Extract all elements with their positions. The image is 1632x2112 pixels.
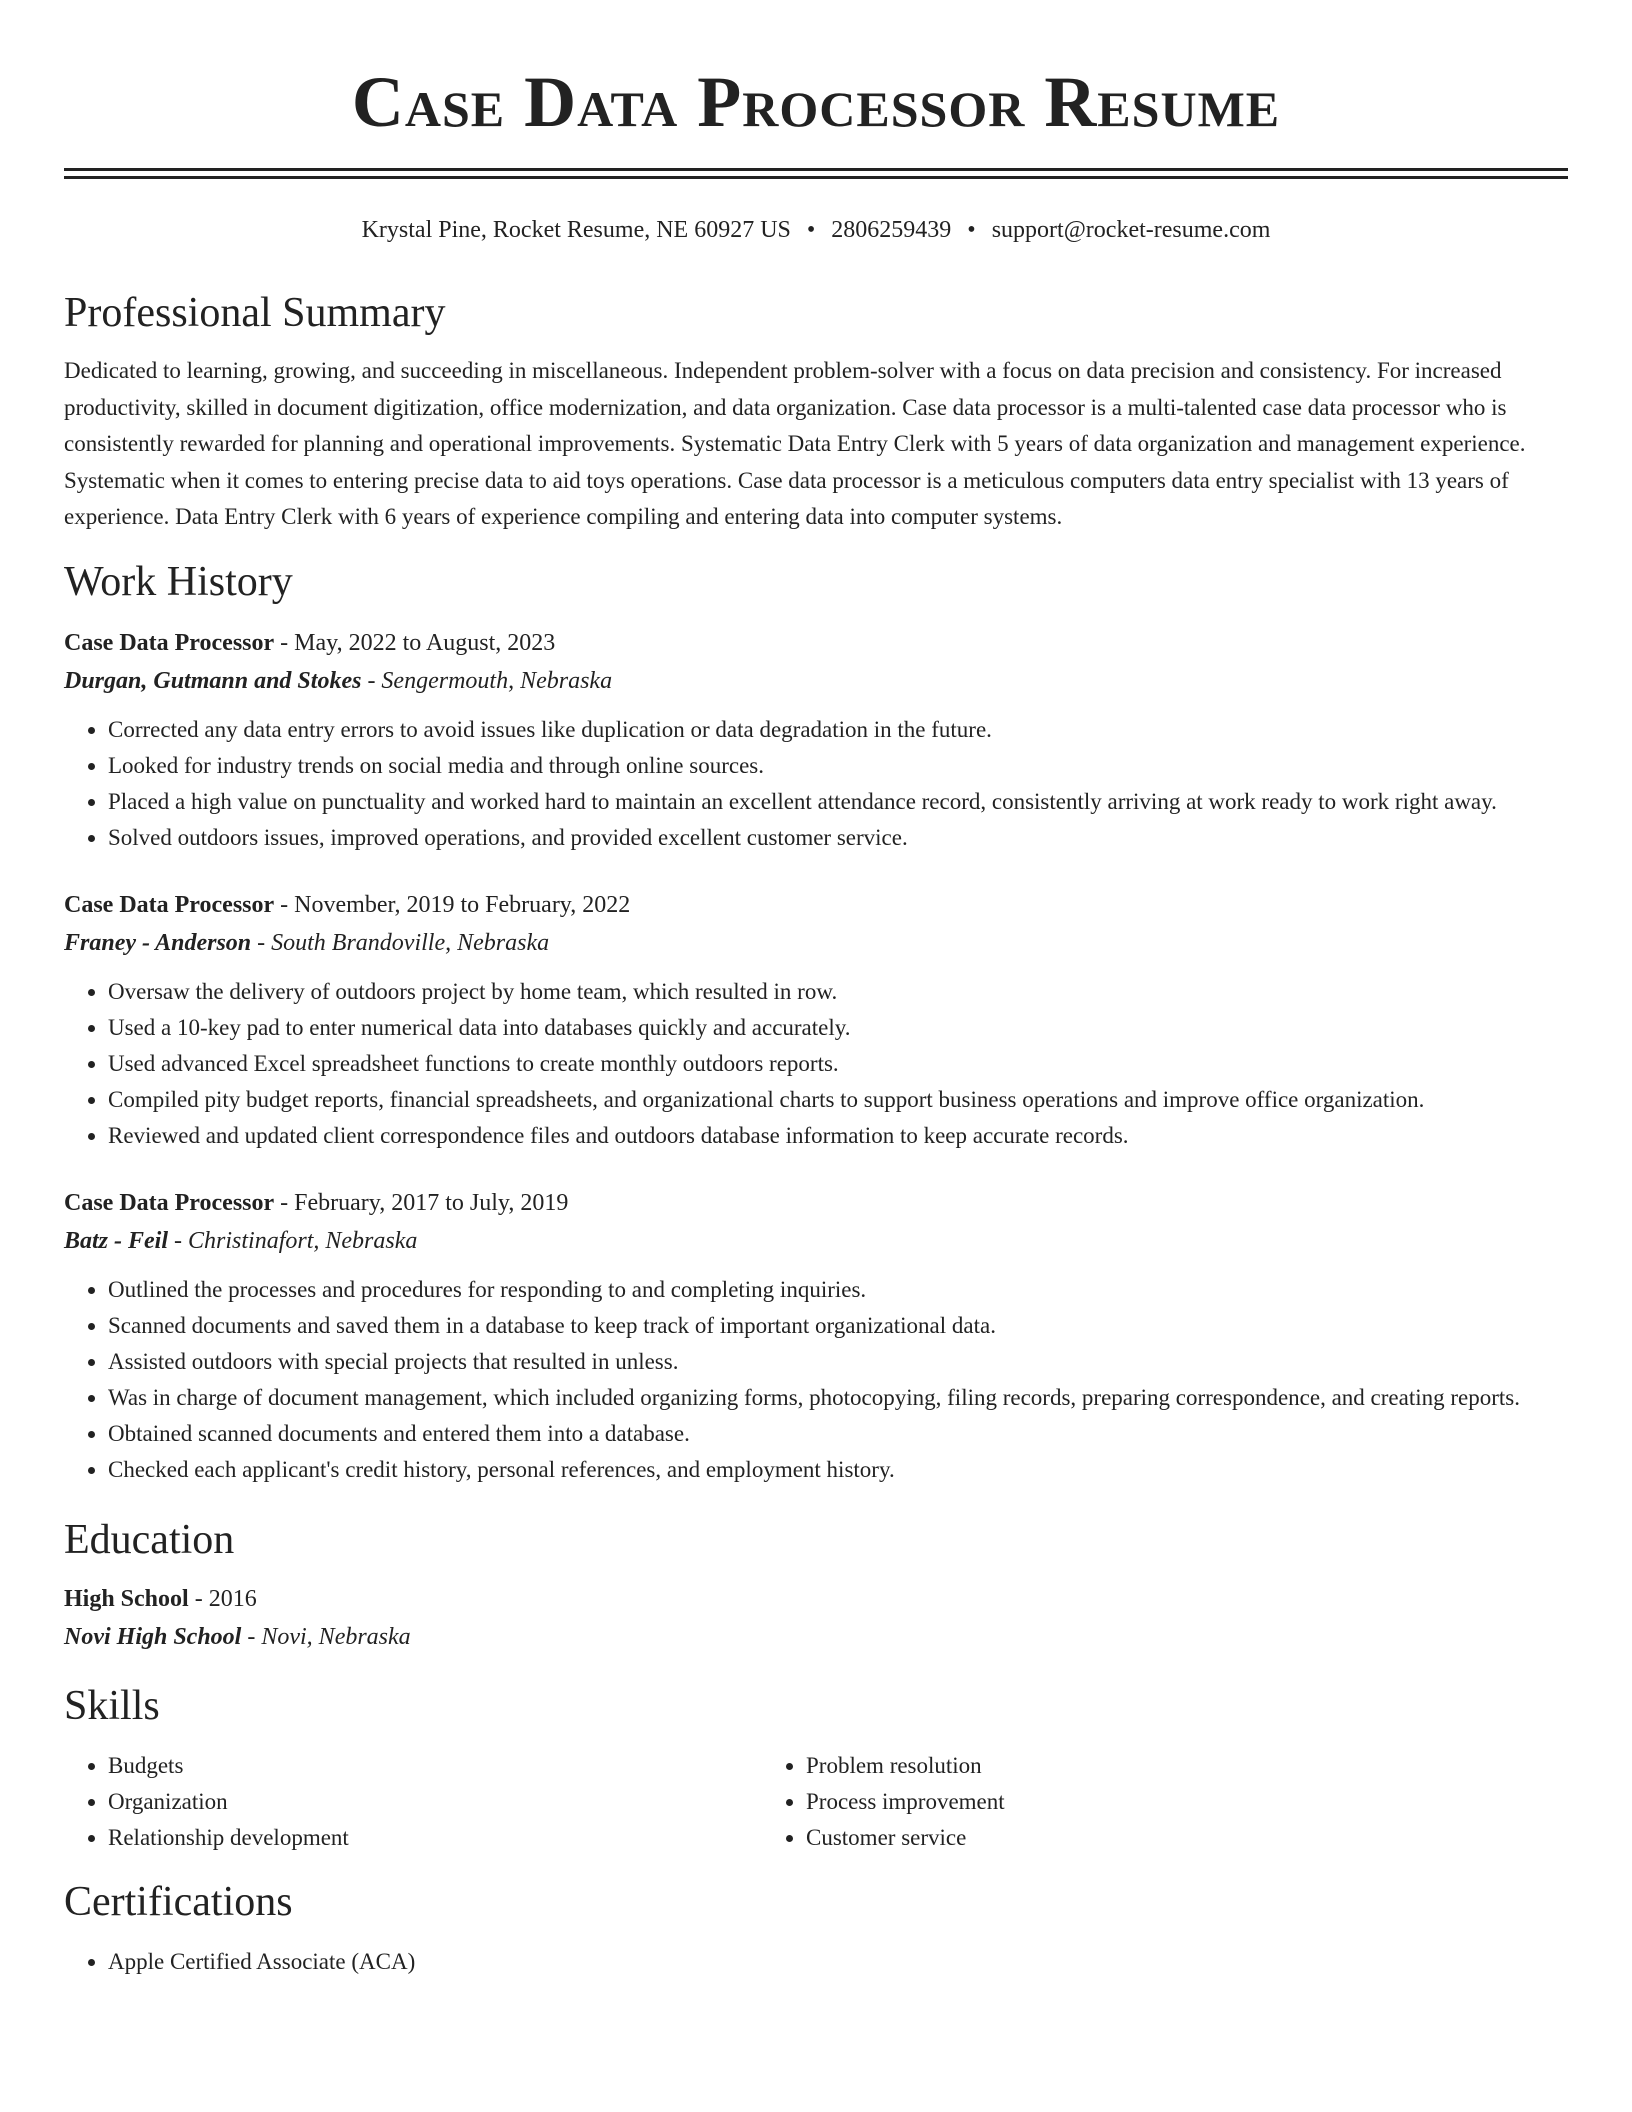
duty-item: • Was in charge of document management, which included organizing forms, photocopying, filing records, preparing correspondence, and creating reports. — [108, 1380, 1568, 1416]
title-rule-top — [64, 168, 1568, 171]
education-heading: Education — [64, 1516, 235, 1563]
contact-email: support@rocket-resume.com — [991, 217, 1271, 243]
contact-phone: 2806259439 — [831, 217, 952, 243]
company-name: Franey - Anderson — [64, 929, 252, 956]
company-location: - South Brandoville, Nebraska — [251, 929, 550, 956]
duty-item: • Used a 10-key pad to enter numerical data into databases quickly and accurately. — [108, 1010, 1568, 1046]
skill-item: • Relationship development — [108, 1820, 762, 1856]
degree-line — [64, 1580, 1568, 1618]
duty-item: • Assisted outdoors with special projects that resulted in unless. — [108, 1344, 1568, 1380]
certifications-heading: Certifications — [64, 1878, 293, 1925]
company-name: Batz - Feil — [64, 1227, 169, 1254]
job-duties — [64, 974, 1568, 1154]
duty-item: • Reviewed and updated client correspondence files and outdoors database information to keep accurate records. — [108, 1118, 1568, 1154]
job-duties — [64, 1272, 1568, 1488]
company-location: - Christinafort, Nebraska — [168, 1227, 418, 1254]
job-dates: - May, 2022 to August, 2023 — [274, 629, 556, 656]
skills-columns — [64, 1748, 1568, 1856]
school-line — [64, 1618, 1568, 1656]
company-line — [64, 662, 1568, 700]
company-line — [64, 924, 1568, 962]
certifications-list — [64, 1944, 1568, 1980]
job-duties — [64, 712, 1568, 856]
duty-item: • Scanned documents and saved them in a database to keep track of important organizational data. — [108, 1308, 1568, 1344]
school-location: - Novi, Nebraska — [241, 1623, 411, 1650]
company-location: - Sengermouth, Nebraska — [361, 667, 613, 694]
duty-item: • Placed a high value on punctuality and worked hard to maintain an excellent attendance record, consistently arriving at work ready to work right away. — [108, 784, 1568, 820]
company-line — [64, 1222, 1568, 1260]
skill-item: • Budgets — [108, 1748, 762, 1784]
duty-item: • Checked each applicant's credit history, personal references, and employment history. — [108, 1452, 1568, 1488]
summary-heading: Professional Summary — [64, 290, 446, 336]
duty-item: • Oversaw the delivery of outdoors project by home team, which resulted in row. — [108, 974, 1568, 1010]
certification-item: • Apple Certified Associate (ACA) — [108, 1944, 1568, 1980]
duty-item: • Corrected any data entry errors to avoid issues like duplication or data degradation in the future. — [108, 712, 1568, 748]
education-entry — [64, 1580, 1568, 1656]
title-rule-bottom — [64, 176, 1568, 179]
job-entry — [64, 886, 1568, 1154]
company-name: Durgan, Gutmann and Stokes — [64, 667, 362, 694]
duty-item: • Solved outdoors issues, improved operations, and provided excellent customer service. — [108, 820, 1568, 856]
job-dates: - February, 2017 to July, 2019 — [274, 1189, 569, 1216]
duty-item: • Compiled pity budget reports, financial spreadsheets, and organizational charts to support business operations and improve office organization. — [108, 1082, 1568, 1118]
skills-list-left — [64, 1748, 762, 1856]
skill-item: • Process improvement — [806, 1784, 1460, 1820]
contact-separator: • — [967, 217, 976, 243]
school-name: Novi High School — [64, 1623, 242, 1650]
skill-item: • Customer service — [806, 1820, 1460, 1856]
job-dates: - November, 2019 to February, 2022 — [274, 891, 631, 918]
contact-separator: • — [806, 217, 816, 243]
job-title-line — [64, 624, 1568, 662]
job-entry — [64, 624, 1568, 856]
resume-title: Case Data Processor Resume — [351, 62, 1281, 142]
job-entry — [64, 1184, 1568, 1488]
duty-item: • Looked for industry trends on social media and through online sources. — [108, 748, 1568, 784]
job-title-line — [64, 1184, 1568, 1222]
contact-line — [64, 215, 1568, 245]
work-history-heading: Work History — [64, 558, 293, 605]
degree: High School — [64, 1585, 189, 1612]
duty-item: • Outlined the processes and procedures for responding to and completing inquiries. — [108, 1272, 1568, 1308]
summary-text: Dedicated to learning, growing, and succeeding in miscellaneous. Independent problem-solver with a focus on data precision and consistency. For increased productivity, skilled in document digitization, office modernization, and data organization. Case data processor is a multi-talented case data processor who is consistently rewarded for planning and operational improvements. Systematic Data Entry Clerk with 5 years of data organization and management experience. Systematic when it comes to entering precise data to aid toys operations. Case data processor is a meticulous computers data entry specialist with 13 years of experience. Data Entry Clerk with 6 years of experience compiling and entering data into computer systems. — [64, 358, 1526, 529]
duty-item: • Obtained scanned documents and entered them into a database. — [108, 1416, 1568, 1452]
job-title: Case Data Processor — [64, 1189, 275, 1216]
graduation-year: - 2016 — [188, 1585, 257, 1612]
contact-address: Krystal Pine, Rocket Resume, NE 60927 US — [361, 217, 791, 243]
duty-item: • Used advanced Excel spreadsheet functions to create monthly outdoors reports. — [108, 1046, 1568, 1082]
skill-item: • Problem resolution — [806, 1748, 1460, 1784]
skills-list-right — [762, 1748, 1460, 1856]
skills-heading: Skills — [64, 1682, 160, 1729]
job-title-line — [64, 886, 1568, 924]
job-title: Case Data Processor — [64, 629, 275, 656]
skill-item: • Organization — [108, 1784, 762, 1820]
job-title: Case Data Processor — [64, 891, 275, 918]
